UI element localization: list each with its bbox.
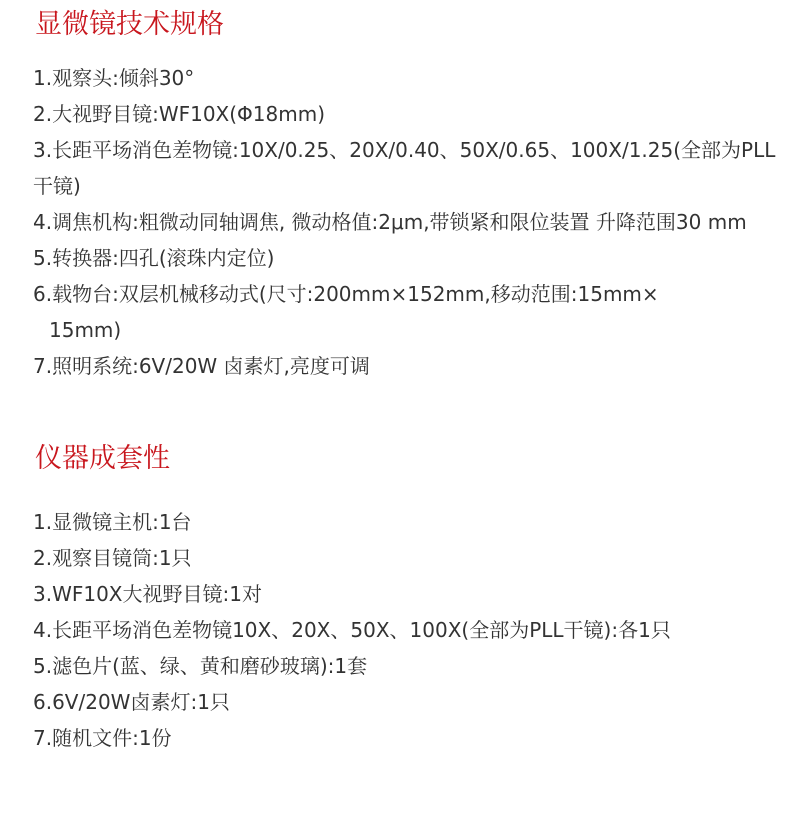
kit-item-documents: 7.随机文件:1份 (33, 726, 172, 750)
spec-item-stage-line1: 6.载物台:双层机械移动式(尺寸:200mm×152mm,移动范围:15mm× (33, 282, 659, 306)
kit-list (33, 504, 778, 756)
spec-item-illumination: 7.照明系统:6V/20W 卤素灯,亮度可调 (33, 354, 370, 378)
spec-item-stage (33, 276, 778, 348)
kit-item-main-body: 1.显微镜主机:1台 (33, 510, 192, 534)
kit-item-objectives: 4.长距平场消色差物镜10X、20X、50X、100X(全部为PLL干镜):各1只 (33, 618, 671, 642)
spec-item-stage-line2: 15mm) (49, 318, 122, 342)
spec-item-objectives: 3.长距平场消色差物镜:10X/0.25、20X/0.40、50X/0.65、100X/1.25(全部为PLL干镜) (33, 138, 776, 198)
kit-section-title: 仪器成套性 (35, 443, 170, 474)
spec-item-focusing: 4.调焦机构:粗微动同轴调焦, 微动格值:2μm,带锁紧和限位装置 升降范围30 mm (33, 210, 747, 234)
spec-item-nosepiece: 5.转换器:四孔(滚珠内定位) (33, 246, 275, 270)
kit-item-halogen-lamp: 6.6V/20W卤素灯:1只 (33, 690, 230, 714)
kit-item-filters: 5.滤色片(蓝、绿、黄和磨砂玻璃):1套 (33, 654, 368, 678)
spec-item-viewing-head: 1.观察头:倾斜30° (33, 66, 195, 90)
specs-list (33, 60, 778, 384)
kit-item-eyepiece-tube: 2.观察目镜筒:1只 (33, 546, 192, 570)
kit-item-eyepieces: 3.WF10X大视野目镜:1对 (33, 582, 262, 606)
specs-section-title: 显微镜技术规格 (35, 9, 224, 40)
spec-item-eyepiece: 2.大视野目镜:WF10X(Φ18mm) (33, 102, 326, 126)
